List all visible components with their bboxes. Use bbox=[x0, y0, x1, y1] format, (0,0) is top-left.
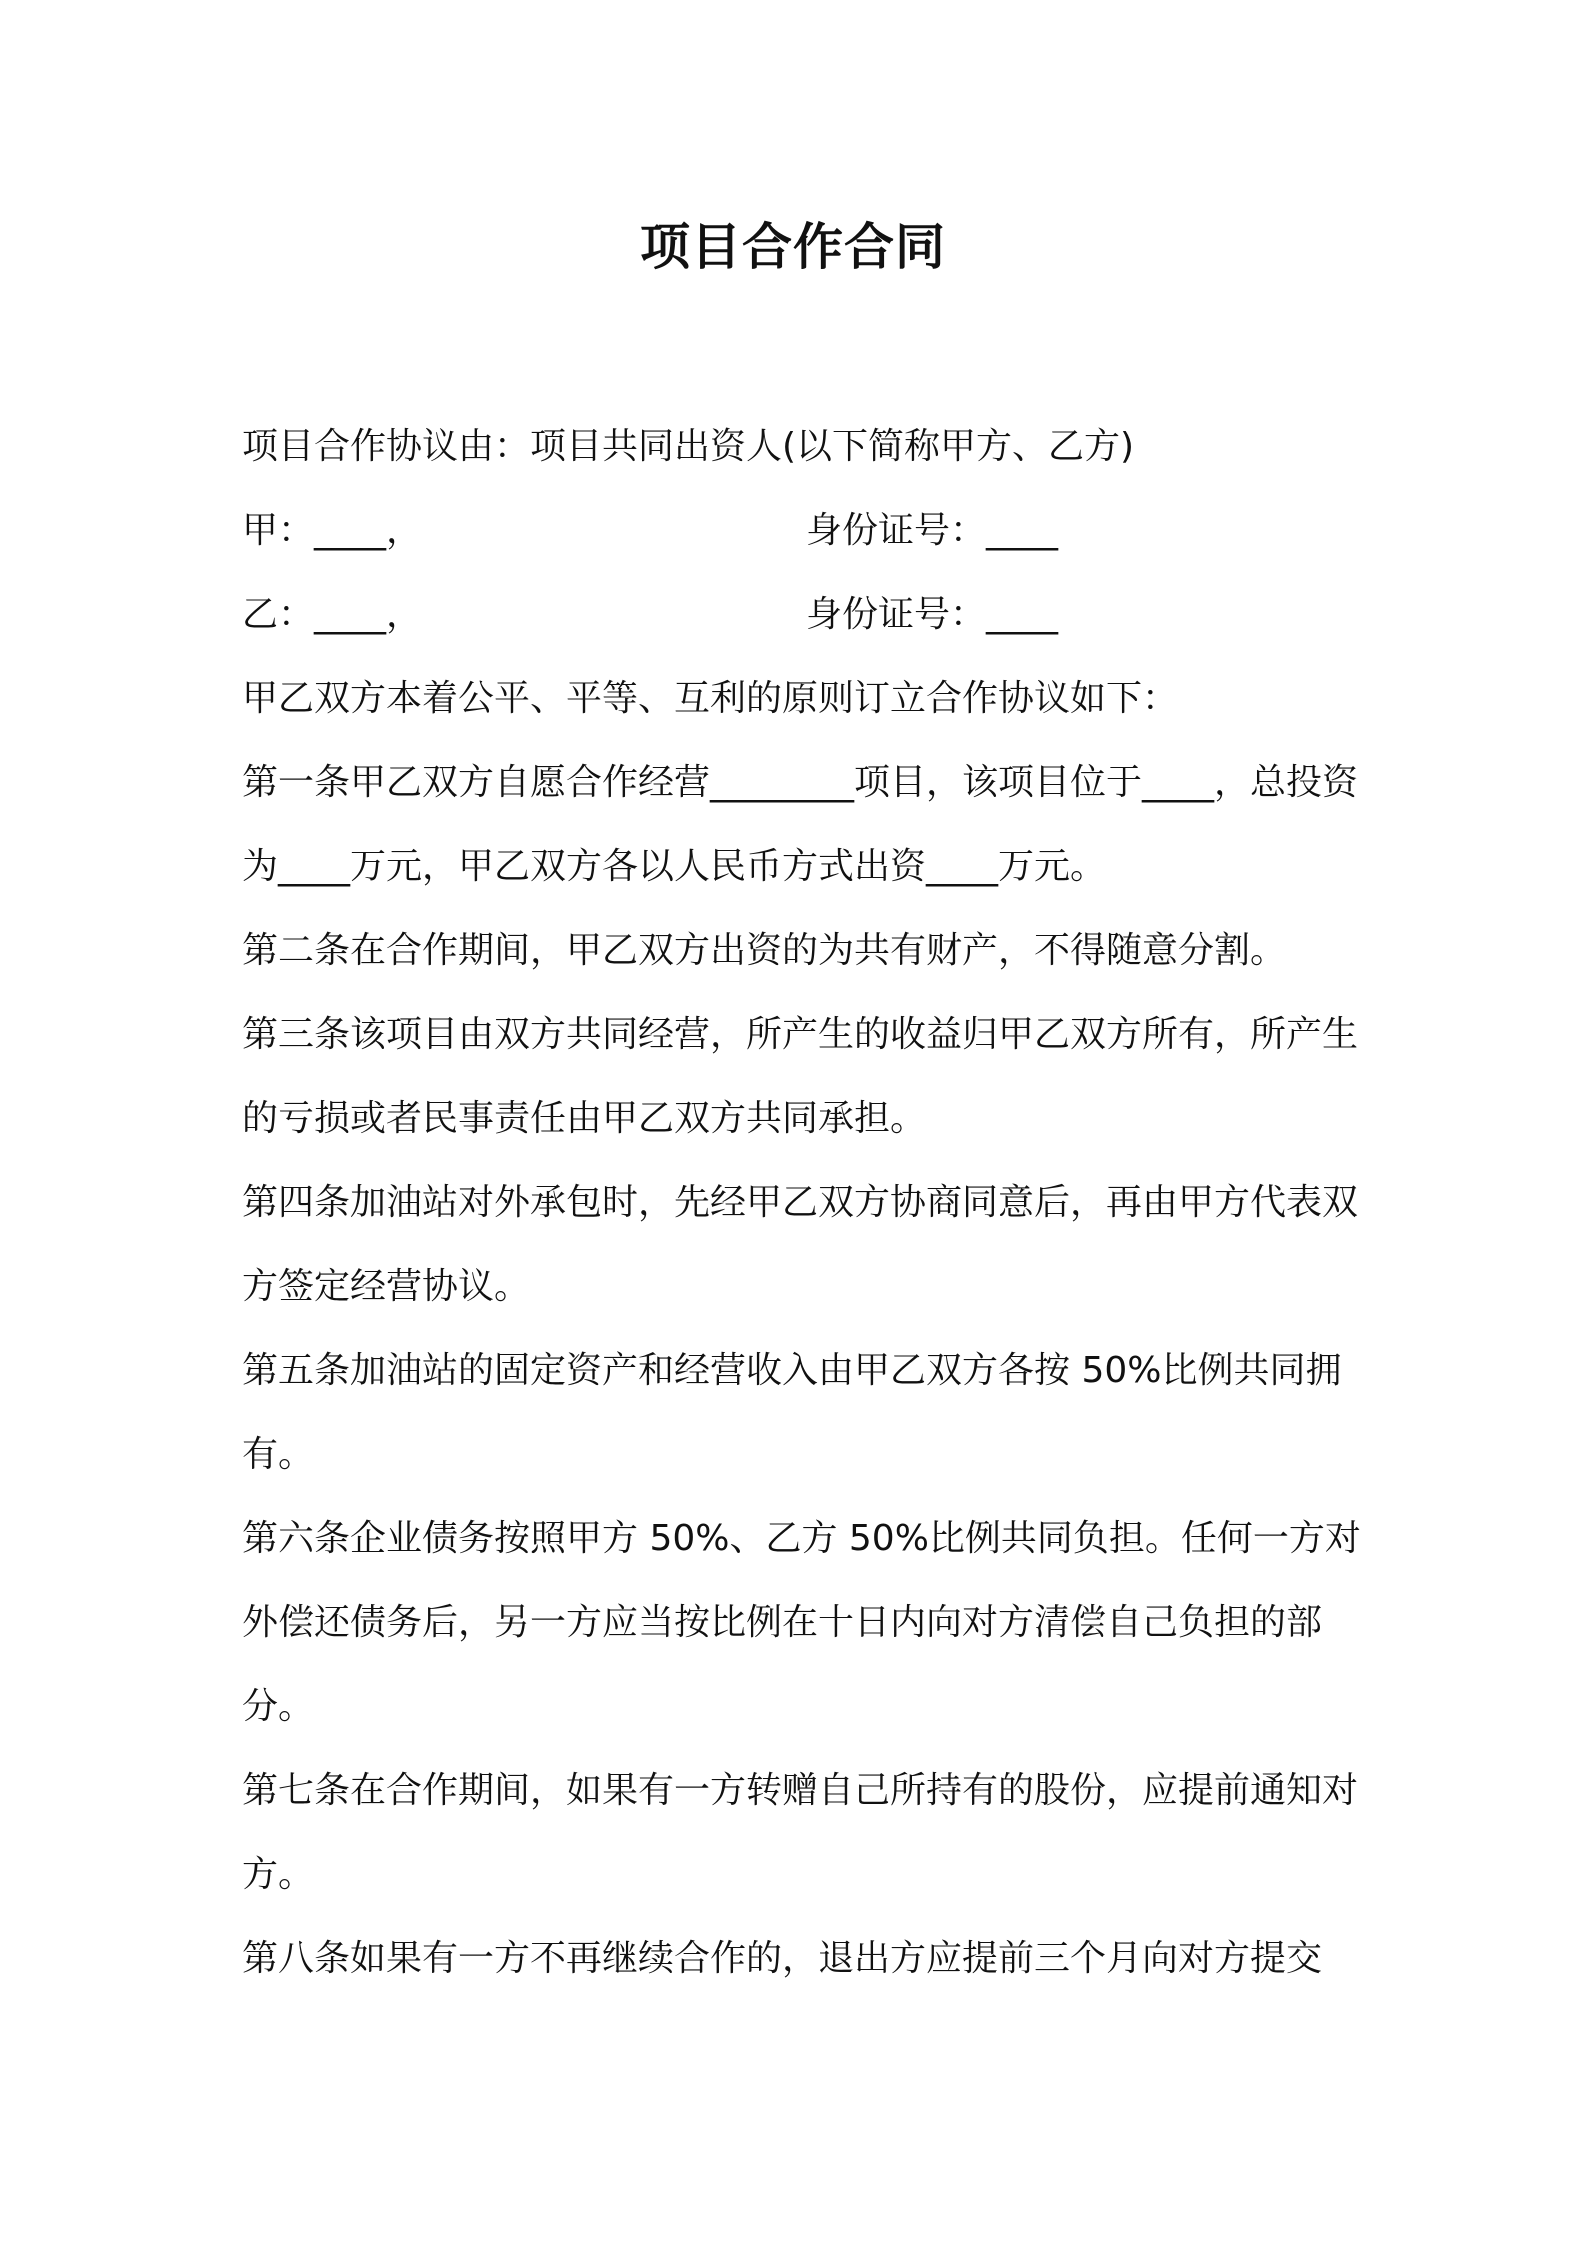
article-5: 第五条加油站的固定资产和经营收入由甲乙双方各按 50%比例共同拥有。 bbox=[242, 1350, 1342, 1475]
article-1: 第一条甲乙双方自愿合作经营________项目，该项目位于____，总投资为____万元，甲乙双方各以人民币方式出资____万元。 bbox=[242, 762, 1359, 887]
intro-paragraph: 项目合作协议由：项目共同出资人(以下简称甲方、乙方) bbox=[242, 426, 1135, 467]
article-6: 第六条企业债务按照甲方 50%、乙方 50%比例共同负担。任何一方对外偿还债务后，另一方应当按比例在十日内向对方清偿自己负担的部分。 bbox=[242, 1518, 1361, 1727]
document-title: 项目合作合同 bbox=[640, 218, 946, 276]
party-b-row bbox=[242, 573, 1362, 657]
party-a-name: 甲：____， bbox=[242, 510, 423, 551]
article-4: 第四条加油站对外承包时，先经甲乙双方协商同意后，再由甲方代表双方签定经营协议。 bbox=[242, 1182, 1359, 1307]
party-a-id: 身份证号：____ bbox=[806, 510, 1059, 551]
article-2: 第二条在合作期间，甲乙双方出资的为共有财产，不得随意分割。 bbox=[242, 930, 1287, 971]
preamble-paragraph: 甲乙双方本着公平、平等、互利的原则订立合作协议如下： bbox=[242, 678, 1179, 719]
document-body bbox=[242, 405, 1362, 2001]
party-a-row bbox=[242, 489, 1362, 573]
article-8: 第八条如果有一方不再继续合作的，退出方应提前三个月向对方提交 bbox=[242, 1938, 1323, 1979]
party-b-name: 乙：____， bbox=[242, 594, 423, 635]
article-7: 第七条在合作期间，如果有一方转赠自己所持有的股份，应提前通知对方。 bbox=[242, 1770, 1359, 1895]
party-b-id: 身份证号：____ bbox=[806, 594, 1059, 635]
article-3: 第三条该项目由双方共同经营，所产生的收益归甲乙双方所有，所产生的亏损或者民事责任由甲乙双方共同承担。 bbox=[242, 1014, 1359, 1139]
